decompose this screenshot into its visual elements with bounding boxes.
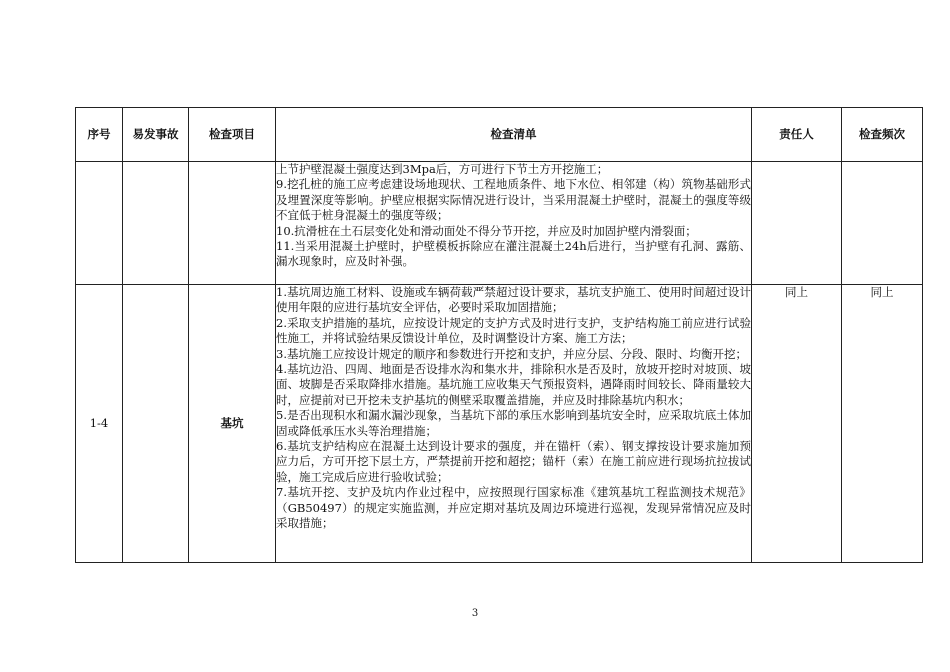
col-header-checklist: 检查清单 <box>276 108 752 162</box>
header-row <box>76 108 923 162</box>
checklist-entry: 11.当采用混凝土护壁时，护壁模板拆除应在灌注混凝土24h后进行，当护壁有孔洞、露筋、漏水现象时，应及时补强。 <box>276 239 751 269</box>
row-accident <box>123 162 189 285</box>
row-item: 基坑 <box>189 285 276 563</box>
row-person: 同上 <box>752 285 842 563</box>
row-item <box>189 162 276 285</box>
row-person <box>752 162 842 285</box>
table-row <box>76 162 923 285</box>
checklist-entry: 4.基坑边沿、四周、地面是否设排水沟和集水井，排除积水是否及时，放坡开挖时对坡顶、坡面、坡脚是否采取降排水措施。基坑施工应收集天气预报资料，遇降雨时间较长、降雨量较大时，应提前对已开挖未支护基坑的侧壁采取覆盖措施，并应及时排除基坑内积水； <box>276 362 751 407</box>
table-row <box>76 285 923 563</box>
checklist-entry: 1.基坑周边施工材料、设施或车辆荷载严禁超过设计要求，基坑支护施工、使用时间超过设计使用年限的应进行基坑安全评估，必要时采取加固措施； <box>276 285 751 315</box>
col-header-index: 序号 <box>76 108 123 162</box>
col-header-accident: 易发事故 <box>123 108 189 162</box>
row-frequency: 同上 <box>842 285 923 563</box>
checklist-entry: 9.挖孔桩的施工应考虑建设场地现状、工程地质条件、地下水位、相邻建（构）筑物基础形式及埋置深度等影响。护壁应根据实际情况进行设计，当采用混凝土护壁时，混凝土的强度等级不宜低于桩身混凝土的强度等级； <box>276 177 751 223</box>
checklist-entry: 6.基坑支护结构应在混凝土达到设计要求的强度，并在锚杆（索）、钢支撑按设计要求施加预应力后，方可开挖下层土方，严禁提前开挖和超挖；锚杆（索）在施工前应进行现场抗拉拔试验，施工完成后应进行验收试验； <box>276 439 751 484</box>
checklist-entry: 上节护壁混凝土强度达到3Mpa后，方可进行下节土方开挖施工； <box>276 162 609 176</box>
checklist-entry: 5.是否出现积水和漏水漏沙现象，当基坑下部的承压水影响到基坑安全时，应采取坑底土体加固或降低承压水头等治理措施； <box>276 408 751 438</box>
row-index: 1-4 <box>76 285 123 563</box>
checklist-entry: 3.基坑施工应按设计规定的顺序和参数进行开挖和支护，并应分层、分段、限时、均衡开挖； <box>276 346 747 361</box>
checklist-entry: 7.基坑开挖、支护及坑内作业过程中，应按照现行国家标准《建筑基坑工程监测技术规范》（GB50497）的规定实施监测，并应定期对基坑及周边环境进行巡视，发现异常情况应及时采取措施； <box>276 485 751 531</box>
col-header-person: 责任人 <box>752 108 842 162</box>
row-accident <box>123 285 189 563</box>
col-header-item: 检查项目 <box>189 108 276 162</box>
checklist-entry: 2.采取支护措施的基坑，应按设计规定的支护方式及时进行支护，支护结构施工前应进行试验性施工，并将试验结果反馈设计单位，及时调整设计方案、施工方法； <box>276 315 751 346</box>
row-frequency <box>842 162 923 285</box>
inspection-table <box>75 107 923 563</box>
col-header-frequency: 检查频次 <box>842 108 923 162</box>
row-index <box>76 162 123 285</box>
row-checklist <box>276 162 752 285</box>
row-checklist <box>276 285 752 563</box>
page-number: 3 <box>471 608 479 619</box>
checklist-entry: 10.抗滑桩在土石层变化处和滑动面处不得分节开挖，并应及时加固护壁内滑裂面； <box>276 223 697 238</box>
